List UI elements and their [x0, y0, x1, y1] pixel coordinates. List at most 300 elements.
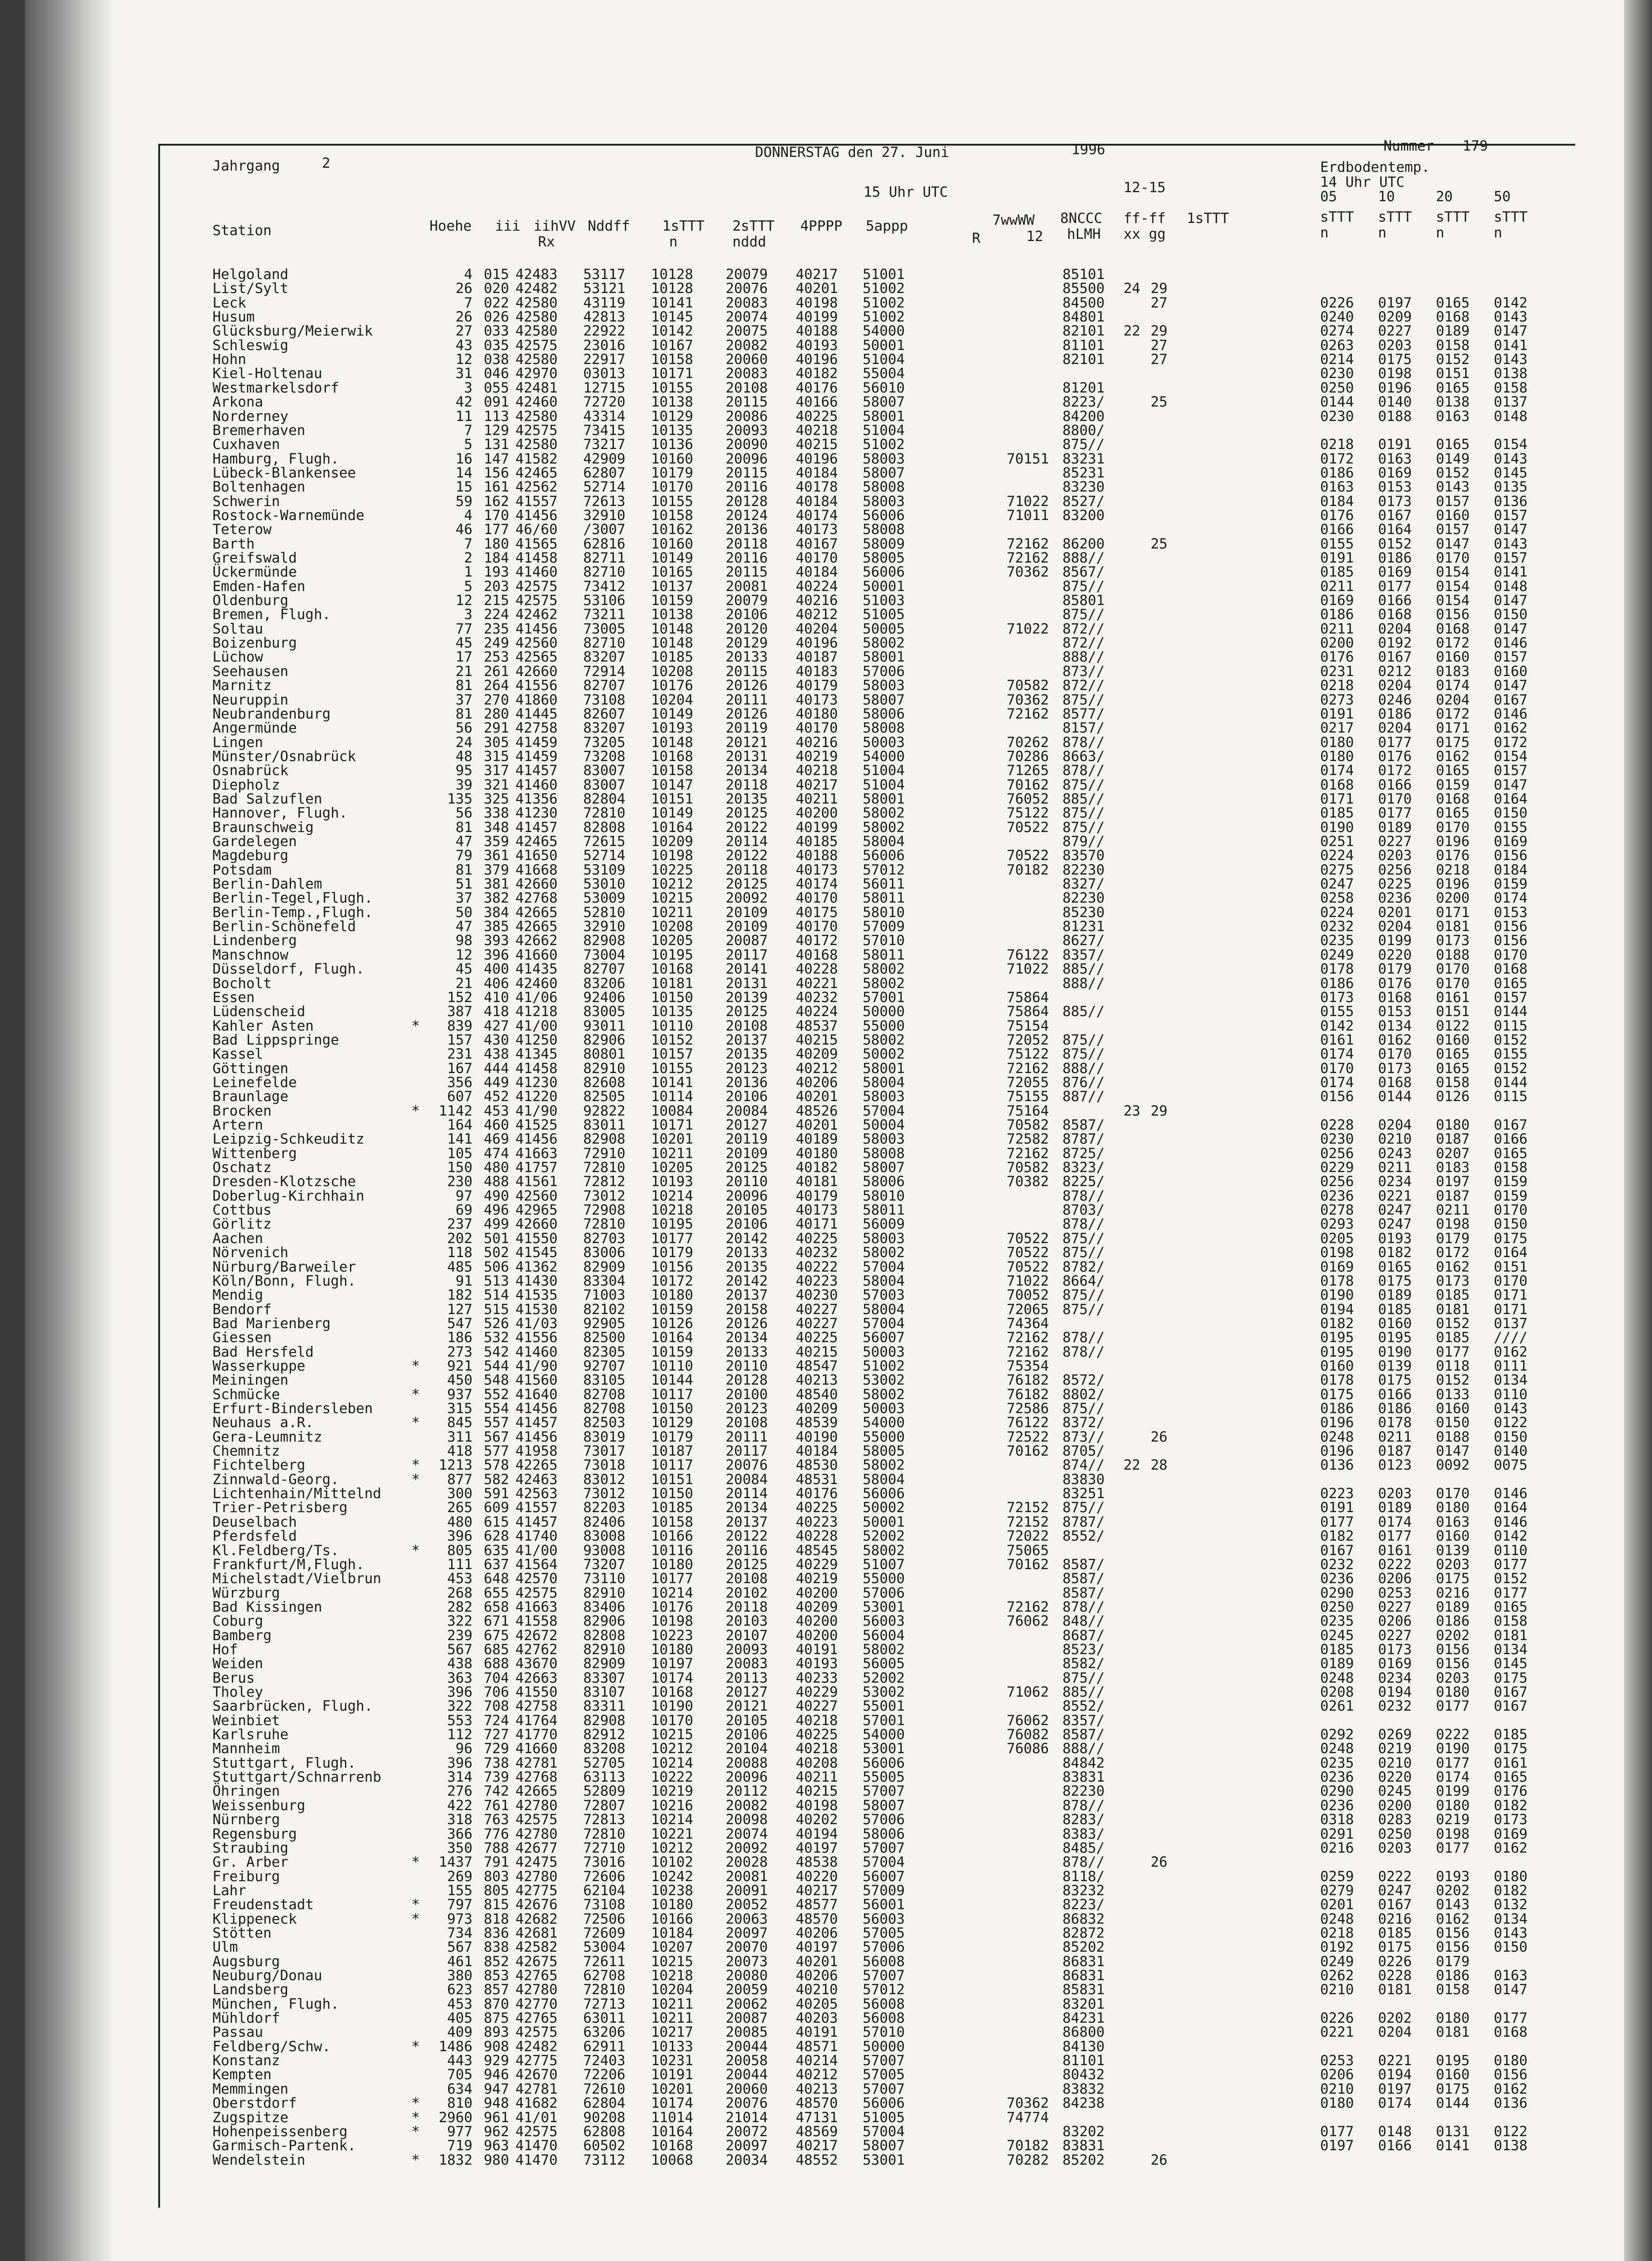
temp-2sttt: 20073	[726, 1953, 768, 1970]
soil-20cm: 0126	[1436, 1088, 1470, 1105]
station-name: Nörvenich	[212, 1244, 288, 1261]
height: 422	[447, 1797, 472, 1814]
temp-2sttt: 20103	[726, 1613, 768, 1630]
cloud-8nccc: 82101	[1062, 351, 1105, 368]
cloud-8nccc: 82101	[1062, 323, 1105, 340]
station-name: Lindenberg	[212, 932, 297, 949]
temp-2sttt: 20087	[726, 932, 768, 949]
station-index: 946	[484, 2067, 509, 2083]
cloud-8nccc: 84500	[1062, 294, 1105, 311]
pressure-4pppp: 40199	[796, 819, 838, 836]
soil-50cm: 0157	[1494, 550, 1528, 566]
height: 1213	[439, 1457, 472, 1474]
soil-10cm: 0123	[1378, 1457, 1412, 1474]
temp-2sttt: 20081	[726, 1868, 768, 1885]
temp-1sttt: 10214	[651, 1187, 694, 1204]
cloud-8nccc: 8157/	[1062, 720, 1105, 737]
station-name: Landsberg	[212, 1982, 288, 1998]
station-name: Aachen	[212, 1230, 263, 1247]
temp-2sttt: 20083	[726, 365, 768, 382]
temp-1sttt: 10212	[651, 1840, 694, 1856]
soil-50cm: 0150	[1494, 1939, 1528, 1956]
station-name: Bad Salzuflen	[212, 790, 322, 807]
height: 21	[455, 663, 472, 680]
station-name: Cottbus	[212, 1202, 272, 1219]
cloud-8nccc: 887//	[1062, 1088, 1105, 1105]
cloud-8nccc: 875//	[1062, 1670, 1105, 1686]
height: 95	[455, 762, 472, 779]
soil-5cm: 0198	[1320, 1244, 1354, 1261]
temp-2sttt: 20093	[726, 1641, 768, 1658]
table-row	[0, 1033, 1537, 1047]
station-name: Rostock-Warnemünde	[212, 507, 364, 524]
table-row	[0, 310, 1537, 324]
pressure-4pppp: 40200	[796, 1585, 838, 1601]
soil-5cm: 0247	[1320, 876, 1354, 893]
soil-5cm: 0223	[1320, 1485, 1354, 1502]
pressure-4pppp: 40203	[796, 2010, 838, 2027]
height: 623	[447, 1982, 472, 1998]
pressure-4pppp: 40205	[796, 1996, 838, 2012]
tendency-5appp: 52002	[863, 1670, 905, 1686]
soil-50cm: 0142	[1494, 1528, 1528, 1545]
cloud-8nccc: 8225/	[1062, 1173, 1105, 1190]
station-name: Diepholz	[212, 776, 280, 793]
cloud-8nccc: 875//	[1062, 776, 1105, 793]
nddff: 72710	[583, 1840, 626, 1856]
station-index: 438	[484, 1046, 509, 1063]
station-index: 418	[484, 1003, 509, 1020]
temp-2sttt: 20131	[726, 748, 768, 765]
soil-50cm: 0147	[1494, 592, 1528, 609]
nddff: 83012	[583, 1471, 626, 1488]
pressure-4pppp: 40219	[796, 748, 838, 765]
height: 480	[447, 1514, 472, 1530]
nddff: 73110	[583, 1570, 626, 1587]
weather-7wwww: 74774	[1006, 2109, 1049, 2126]
station-index: 452	[484, 1088, 509, 1105]
temp-2sttt: 20081	[726, 578, 768, 595]
soil-20cm: 0173	[1436, 1272, 1470, 1289]
temp-1sttt: 10215	[651, 1726, 694, 1743]
iihvv: 42575	[515, 337, 558, 354]
pressure-4pppp: 48530	[796, 1457, 838, 1474]
table-row	[0, 1444, 1537, 1458]
soil-10cm: 0162	[1378, 1031, 1412, 1048]
height: 567	[447, 1939, 472, 1956]
temp-1sttt: 10179	[651, 1244, 694, 1261]
pressure-4pppp: 40184	[796, 493, 838, 510]
soil-5cm: 0236	[1320, 1769, 1354, 1786]
height: 48	[455, 748, 472, 765]
iihvv: 42575	[515, 1812, 558, 1828]
soil-5cm: 0190	[1320, 1287, 1354, 1304]
height: 314	[447, 1769, 472, 1786]
station-name: Nürnberg	[212, 1812, 280, 1828]
table-row	[0, 1359, 1537, 1373]
temp-1sttt: 10128	[651, 266, 694, 283]
station-index: 688	[484, 1656, 509, 1672]
weather-7wwww: 72522	[1006, 1428, 1049, 1445]
soil-10cm: 0221	[1378, 2053, 1412, 2069]
station-name: Berlin-Tegel,Flugh.	[212, 890, 373, 907]
soil-5cm: 0176	[1320, 649, 1354, 666]
weather-7wwww: 72162	[1006, 1145, 1049, 1162]
weather-7wwww: 72162	[1006, 705, 1049, 722]
tendency-5appp: 58005	[863, 1443, 905, 1460]
soil-10cm: 0167	[1378, 1897, 1412, 1913]
tendency-5appp: 53001	[863, 2152, 905, 2168]
soil-10cm: 0209	[1378, 309, 1412, 326]
temp-1sttt: 10152	[651, 1031, 694, 1048]
soil-10cm: 0222	[1378, 1868, 1412, 1885]
soil-10cm: 0164	[1378, 521, 1412, 538]
station-index: 382	[484, 890, 509, 907]
soil-5cm: 0186	[1320, 606, 1354, 623]
soil-10cm: 0250	[1378, 1826, 1412, 1842]
cloud-8nccc: 875//	[1062, 1400, 1105, 1417]
soil-20cm: 0177	[1436, 1698, 1470, 1715]
weather-7wwww: 72152	[1006, 1499, 1049, 1516]
tendency-5appp: 57001	[863, 1712, 905, 1729]
temp-1sttt: 10221	[651, 1826, 694, 1842]
soil-20cm: 0156	[1436, 1641, 1470, 1658]
temp-1sttt: 10222	[651, 1769, 694, 1786]
nddff: 73004	[583, 946, 626, 963]
temp-2sttt: 20128	[726, 1372, 768, 1389]
soil-50cm: 0171	[1494, 1287, 1528, 1304]
temp-2sttt: 20060	[726, 2081, 768, 2097]
cloud-8nccc: 873//	[1062, 1428, 1105, 1445]
temp-2sttt: 20091	[726, 1882, 768, 1899]
table-row	[0, 778, 1537, 792]
nddff: 82711	[583, 550, 626, 566]
iihvv: 41558	[515, 1613, 558, 1630]
nddff: 73211	[583, 606, 626, 623]
iihvv: 41545	[515, 1244, 558, 1261]
height: 21	[455, 975, 472, 992]
station-name: Helgoland	[212, 266, 288, 283]
soil-50cm: 0111	[1494, 1358, 1528, 1374]
tendency-5appp: 54000	[863, 323, 905, 340]
iihvv: 41/00	[515, 1017, 558, 1034]
table-row	[0, 268, 1537, 282]
cloud-8nccc: 878//	[1062, 1216, 1105, 1233]
cloud-8nccc: 875//	[1062, 1287, 1105, 1304]
soil-5cm: 0169	[1320, 592, 1354, 609]
station-name: Giessen	[212, 1329, 272, 1346]
weather-7wwww: 70052	[1006, 1287, 1049, 1304]
soil-10cm: 0211	[1378, 1428, 1412, 1445]
tendency-5appp: 56006	[863, 2095, 905, 2112]
pressure-4pppp: 40217	[796, 266, 838, 283]
soil-50cm: 0146	[1494, 1514, 1528, 1530]
height: 46	[455, 521, 472, 538]
station-name: Stuttgart, Flugh.	[212, 1755, 356, 1771]
soil-5cm: 0185	[1320, 564, 1354, 581]
height: 805	[447, 1542, 472, 1559]
soil-5cm: 0230	[1320, 408, 1354, 425]
soil-50cm: 0162	[1494, 1343, 1528, 1360]
station-index: 671	[484, 1613, 509, 1630]
soil-20cm: 0122	[1436, 1017, 1470, 1034]
soil-50cm: 0164	[1494, 1244, 1528, 1261]
temp-1sttt: 10212	[651, 876, 694, 893]
pressure-4pppp: 40212	[796, 1060, 838, 1077]
nddff: 62816	[583, 535, 626, 552]
soil-20cm: 0190	[1436, 1741, 1470, 1757]
col-4pppp: 4PPPP	[800, 218, 843, 234]
temp-2sttt: 20122	[726, 847, 768, 864]
temp-1sttt: 10137	[651, 578, 694, 595]
soil-20cm: 0180	[1436, 1797, 1470, 1814]
station-index: 852	[484, 1953, 509, 1970]
table-row	[0, 2153, 1537, 2167]
soil-5cm: 0248	[1320, 1428, 1354, 1445]
station-index: 270	[484, 691, 509, 708]
height: 810	[447, 2095, 472, 2112]
table-row	[0, 1274, 1537, 1288]
station-name: Leck	[212, 294, 246, 311]
station-name: Arkona	[212, 394, 263, 411]
table-row	[0, 537, 1537, 551]
temp-2sttt: 20052	[726, 1897, 768, 1913]
nddff: 72813	[583, 1812, 626, 1828]
soil-5cm: 0248	[1320, 1911, 1354, 1927]
height: 877	[447, 1471, 472, 1488]
temp-2sttt: 20111	[726, 691, 768, 708]
soil-5cm: 0214	[1320, 351, 1354, 368]
cloud-8nccc: 81231	[1062, 918, 1105, 935]
station-index: 325	[484, 790, 509, 807]
table-row	[0, 1260, 1537, 1274]
soil-50cm: 0159	[1494, 1173, 1528, 1190]
issue-year: 1996	[1071, 142, 1105, 158]
temp-2sttt: 20123	[726, 1060, 768, 1077]
nddff: 60502	[583, 2138, 626, 2154]
height: 322	[447, 1698, 472, 1715]
soil-50cm: 0158	[1494, 1613, 1528, 1630]
iihvv: 41565	[515, 535, 558, 552]
iihvv: 42265	[515, 1457, 558, 1474]
station-name: Kahler Asten	[212, 1017, 314, 1034]
table-row	[0, 410, 1537, 424]
tendency-5appp: 50000	[863, 2038, 905, 2055]
station-name: Tholey	[212, 1684, 263, 1700]
station-name: Emden-Hafen	[212, 578, 306, 595]
temp-1sttt: 10193	[651, 720, 694, 737]
pressure-4pppp: 40230	[796, 1287, 838, 1304]
station-name: Oldenburg	[212, 592, 288, 609]
soil-20cm: 0165	[1436, 805, 1470, 822]
height: 387	[447, 1003, 472, 1020]
tendency-5appp: 58008	[863, 720, 905, 737]
nddff: 82607	[583, 705, 626, 722]
station-name: Marnitz	[212, 677, 272, 694]
soil-10cm: 0173	[1378, 493, 1412, 510]
soil-10cm: 0179	[1378, 961, 1412, 978]
nddff: 72613	[583, 493, 626, 510]
soil-50cm: 0175	[1494, 1741, 1528, 1757]
station-name: Barth	[212, 535, 255, 552]
soil-10cm: 0169	[1378, 564, 1412, 581]
table-row	[0, 339, 1537, 353]
station-name: Kiel-Holtenau	[212, 365, 322, 382]
weather-7wwww: 76182	[1006, 1386, 1049, 1403]
iihvv: 41218	[515, 1003, 558, 1020]
nddff: 82703	[583, 1230, 626, 1247]
table-row	[0, 1515, 1537, 1529]
table-row	[0, 509, 1537, 523]
soil-10cm: 0219	[1378, 1741, 1412, 1757]
height: 5	[464, 436, 472, 453]
soil-10cm: 0211	[1378, 1159, 1412, 1176]
soil-50cm: 0143	[1494, 535, 1528, 552]
table-row	[0, 424, 1537, 438]
soil-20cm: 0200	[1436, 890, 1470, 907]
station-index: 055	[484, 379, 509, 396]
temp-2sttt: 20034	[726, 2152, 768, 2168]
temp-1sttt: 10211	[651, 1145, 694, 1162]
station-index: 393	[484, 932, 509, 949]
cloud-8nccc: 878//	[1062, 1797, 1105, 1814]
pressure-4pppp: 40197	[796, 1939, 838, 1956]
station-index: 444	[484, 1060, 509, 1077]
nddff: 82406	[583, 1514, 626, 1530]
table-row	[0, 1175, 1537, 1189]
soil-10cm: 0140	[1378, 394, 1412, 411]
iihvv: 42765	[515, 1968, 558, 1984]
temp-1sttt: 10155	[651, 379, 694, 396]
nddff: 72807	[583, 1797, 626, 1814]
temp-2sttt: 20135	[726, 790, 768, 807]
iihvv: 42665	[515, 918, 558, 935]
soil-20cm: 0163	[1436, 408, 1470, 425]
pressure-4pppp: 40218	[796, 1712, 838, 1729]
soil-5cm: 0263	[1320, 337, 1354, 354]
table-row	[0, 891, 1537, 905]
cloud-8nccc: 85230	[1062, 904, 1105, 921]
height: 11	[455, 408, 472, 425]
pressure-4pppp: 40223	[796, 1514, 838, 1530]
page-edge	[1624, 0, 1652, 2261]
iihvv: 43670	[515, 1656, 558, 1672]
soil-5cm: 0177	[1320, 1514, 1354, 1530]
table-row	[0, 1062, 1537, 1076]
table-row	[0, 1147, 1537, 1161]
nddff: 72908	[583, 1202, 626, 1219]
cloud-8nccc: 876//	[1062, 1074, 1105, 1091]
soil-10cm: 0201	[1378, 904, 1412, 921]
station-index: 577	[484, 1443, 509, 1460]
table-row	[0, 1246, 1537, 1260]
nddff: 72720	[583, 394, 626, 411]
soil-50cm: 0156	[1494, 918, 1528, 935]
station-name: Bendorf	[212, 1301, 272, 1318]
station-index: 147	[484, 450, 509, 467]
nddff: 72812	[583, 1173, 626, 1190]
station-index: 791	[484, 1854, 509, 1871]
soil-50cm: 0138	[1494, 365, 1528, 382]
soil-10cm: 0174	[1378, 2095, 1412, 2112]
soil-10cm: 0204	[1378, 1117, 1412, 1133]
height: 268	[447, 1585, 472, 1601]
station-index: 321	[484, 776, 509, 793]
soil-10cm: 0189	[1378, 1287, 1412, 1304]
iihvv: 42560	[515, 635, 558, 652]
soil-20cm: 0154	[1436, 592, 1470, 609]
soil-col-10: sTTT	[1378, 209, 1412, 225]
temp-1sttt: 10159	[651, 592, 694, 609]
soil-10cm: 0175	[1378, 351, 1412, 368]
cloud-8nccc: 8587/	[1062, 1570, 1105, 1587]
soil-50cm: 0171	[1494, 1301, 1528, 1318]
tendency-5appp: 57007	[863, 2053, 905, 2069]
temp-2sttt: 20118	[726, 535, 768, 552]
iihvv: 41362	[515, 1258, 558, 1275]
weather-7wwww: 70162	[1006, 1556, 1049, 1573]
cloud-8nccc: 83201	[1062, 1996, 1105, 2012]
soil-50cm: 0177	[1494, 1556, 1528, 1573]
tendency-5appp: 58002	[863, 1386, 905, 1403]
iihvv: 42758	[515, 720, 558, 737]
soil-5cm: 0261	[1320, 1698, 1354, 1715]
soil-10cm: 0247	[1378, 1202, 1412, 1219]
cloud-8nccc: 8627/	[1062, 932, 1105, 949]
temp-1sttt: 10214	[651, 1585, 694, 1601]
station-index: 763	[484, 1812, 509, 1828]
station-index: 261	[484, 663, 509, 680]
height: 734	[447, 1925, 472, 1941]
height: 1142	[439, 1102, 472, 1119]
temp-1sttt: 10179	[651, 1428, 694, 1445]
station-index: 532	[484, 1329, 509, 1346]
iihvv: 42575	[515, 578, 558, 595]
nddff: 80801	[583, 1046, 626, 1063]
temp-2sttt: 20108	[726, 1017, 768, 1034]
table-row	[0, 1288, 1537, 1302]
station-name: Deuselbach	[212, 1514, 297, 1530]
soil-20cm: 0147	[1436, 535, 1470, 552]
soil-5cm: 0221	[1320, 2024, 1354, 2041]
iihvv: 41435	[515, 961, 558, 978]
soil-50cm: 0170	[1494, 946, 1528, 963]
station-name: Gr. Arber	[212, 1854, 288, 1871]
nummer-label: Nummer	[1383, 138, 1434, 154]
iihvv: 42562	[515, 479, 558, 496]
height: 839	[447, 1017, 472, 1034]
iihvv: 41/06	[515, 989, 558, 1006]
soil-5cm: 0258	[1320, 890, 1354, 907]
tendency-5appp: 51002	[863, 436, 905, 453]
soil-10cm: 0202	[1378, 2010, 1412, 2027]
issue-number: 179	[1463, 138, 1488, 154]
soil-20cm: 0189	[1436, 323, 1470, 340]
station-name: Schwerin	[212, 493, 280, 510]
height: 167	[447, 1060, 472, 1077]
pressure-4pppp: 40213	[796, 2081, 838, 2097]
iihvv: 42665	[515, 1783, 558, 1800]
temp-2sttt: 20126	[726, 677, 768, 694]
iihvv: 41650	[515, 847, 558, 864]
temp-2sttt: 20059	[726, 1982, 768, 1998]
temp-1sttt: 10218	[651, 1202, 694, 1219]
cloud-8nccc: 8663/	[1062, 748, 1105, 765]
cloud-8nccc: 888//	[1062, 649, 1105, 666]
cloud-8nccc: 84842	[1062, 1755, 1105, 1771]
temp-2sttt: 20096	[726, 1769, 768, 1786]
tendency-5appp: 58003	[863, 450, 905, 467]
